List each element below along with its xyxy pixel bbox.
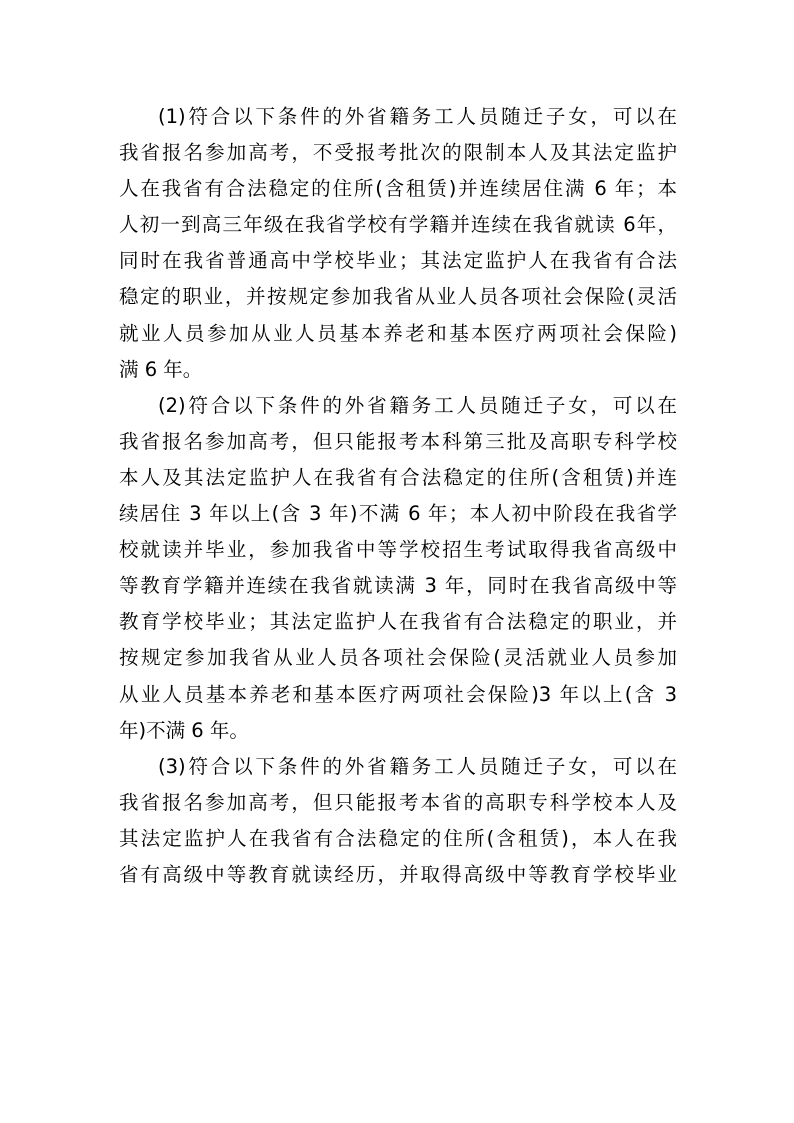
text-line: 校就读并毕业，参加我省中等学校招生考试取得我省高级中 <box>119 538 677 562</box>
text-line: 人在我省有合法稳定的住所(含租赁)并连续居住满 6 年；本 <box>119 177 677 201</box>
text-line: 就业人员参加从业人员基本养老和基本医疗两项社会保险) <box>119 321 677 345</box>
text-line: 其法定监护人在我省有合法稳定的住所(含租赁)，本人在我 <box>119 826 677 850</box>
text-line: 按规定参加我省从业人员各项社会保险(灵活就业人员参加 <box>119 646 677 670</box>
text-line: 同时在我省普通高中学校毕业；其法定监护人在我省有合法 <box>119 249 677 273</box>
text-line: 满 6 年。 <box>119 357 203 381</box>
text-line: (2)符合以下条件的外省籍务工人员随迁子女，可以在 <box>158 393 677 417</box>
text-line: 稳定的职业，并按规定参加我省从业人员各项社会保险(灵活 <box>119 285 677 309</box>
text-line: 续居住 3 年以上(含 3 年)不满 6 年；本人初中阶段在我省学 <box>119 502 677 526</box>
text-line: 本人及其法定监护人在我省有合法稳定的住所(含租赁)并连 <box>119 465 677 489</box>
text-line: 省有高级中等教育就读经历，并取得高级中等教育学校毕业 <box>119 862 677 886</box>
text-line: 人初一到高三年级在我省学校有学籍并连续在我省就读 6年， <box>119 213 677 237</box>
text-line: 我省报名参加高考，但只能报考本省的高职专科学校本人及 <box>119 790 677 814</box>
text-line: (3)符合以下条件的外省籍务工人员随迁子女，可以在 <box>158 754 677 778</box>
text-line: 教育学校毕业；其法定监护人在我省有合法稳定的职业，并 <box>119 610 677 634</box>
text-line: 我省报名参加高考，不受报考批次的限制本人及其法定监护 <box>119 141 677 165</box>
text-line: 我省报名参加高考，但只能报考本科第三批及高职专科学校 <box>119 429 677 453</box>
text-line: 等教育学籍并连续在我省就读满 3 年，同时在我省高级中等 <box>119 574 677 598</box>
text-line: (1)符合以下条件的外省籍务工人员随迁子女，可以在 <box>158 105 677 128</box>
text-line: 年)不满 6 年。 <box>119 718 249 742</box>
document-body <box>119 99 677 893</box>
text-line: 从业人员基本养老和基本医疗两项社会保险)3 年以上(含 3 <box>119 682 677 706</box>
